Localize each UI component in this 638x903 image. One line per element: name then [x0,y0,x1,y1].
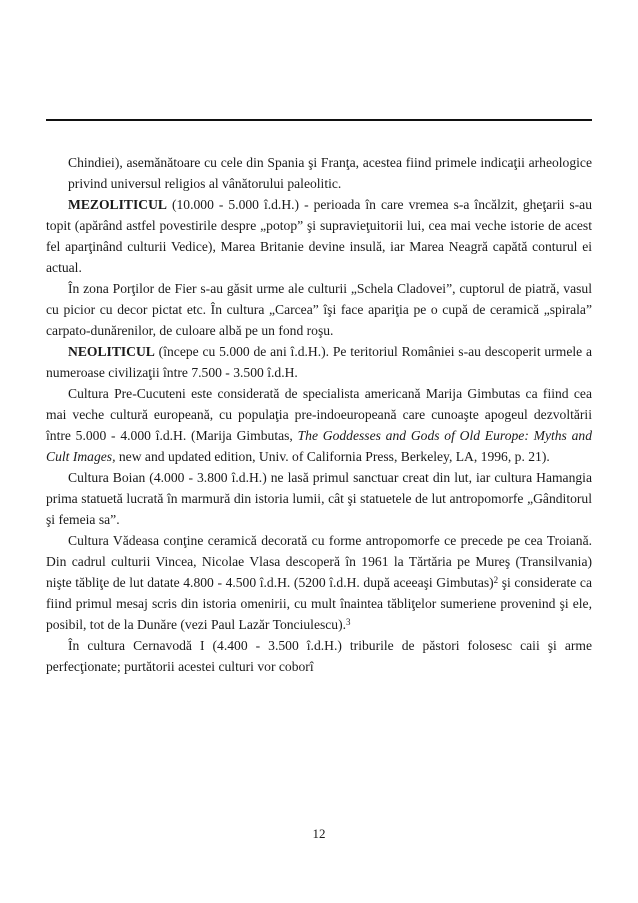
paragraph-cernavoda: În cultura Cernavodă I (4.400 - 3.500 î.d.H.) triburile de păstori folosesc caii şi arme perfecţionate; purtătorii acestei culturi vor coborî [46,638,592,674]
paragraph-pre-cucuteni: Cultura Pre-Cucuteni este considerată de specialista americană Marija Gimbutas ca fiind cea mai veche cultură europeană, cu populaţia pre-indoeuropeană care cunoaşte apogeul dezvoltării între 5.000 - 4.000 î.d.H. (Marija Gimbutas, The Goddesses and Gods of Old Europe: Myths and Cult Images, new and updated edition, Univ. of California Press, Berkeley, LA, 1996, p. 21). [46,386,592,464]
page-number: 12 [312,826,326,841]
header-rule [46,119,592,121]
paragraph-vadeasa: Cultura Vădeasa conţine ceramică decorată cu forme antropomorfe ce precede pe cea Troiană. Din cadrul culturii Vincea, Nicolae Vlasa descoperă în 1961 la Tărtăria pe Mureş (Transilvania) nişte tăbliţe de lut datate 4.800 - 4.500 î.d.H. (5200 î.d.H. după aceeaşi Gimbutas)$^2$ şi considerate ca fiind primul mesaj scris din istoria omenirii, cu mult înaintea tăbliţelor sumeriene provenind şi ele, posibil, tot de la Dunăre (vezi Paul Lazăr Tonciulescu).$^3$ [46,533,592,632]
book-title: The Goddesses and Gods of Old Europe: Myths and Cult Images, [46,428,592,464]
paragraph-continuation: Chindiei), asemănătoare cu cele din Spania şi Franţa, acestea fiind primele indicaţii arheologice privind universul religios al vânătorului paleolitic. [68,155,592,191]
body-text [46,152,592,677]
footnote-ref-3: 3 [346,617,351,627]
paragraph-neolitic: NEOLITICUL (începe cu 5.000 de ani î.d.H.). Pe teritoriul României s-au descoperit urmele a numeroase civilizaţii între 7.500 - 3.500 î.d.H. [46,344,592,380]
paragraph-portile-de-fier: În zona Porţilor de Fier s-au găsit urme ale culturii „Schela Cladovei”, cuptorul de piatră, vasul cu picior cu decor pictat etc. În cultura „Carcea” îşi face apariţia pe o cupă de ceramică „spirala” carpato-dunărenilor, de culoare albă pe un fond roşu. [46,281,592,338]
section-heading-neolitic: NEOLITICUL [68,344,155,359]
footnote-ref-2: 2 [493,575,499,585]
section-heading-mezolitic: MEZOLITICUL [68,197,167,212]
paragraph-boian: Cultura Boian (4.000 - 3.800 î.d.H.) ne lasă primul sanctuar creat din lut, iar cultura Hamangia prima statuetă lucrată în marmură din istoria lumii, cât şi statuetele de lut antropomorfe „Gânditorul şi femeia sa”. [46,470,592,527]
paragraph-mezolitic: MEZOLITICUL (10.000 - 5.000 î.d.H.) - perioada în care vremea s-a încălzit, gheţarii s-au topit (apărând astfel povestirile despre „potop” şi supravieţuitorii lui, cea mai veche istorie de acest fel aparţinând culturii Vedice), Marea Britanie devine insulă, iar Marea Neagră capătă conturul ei actual. [46,197,592,275]
